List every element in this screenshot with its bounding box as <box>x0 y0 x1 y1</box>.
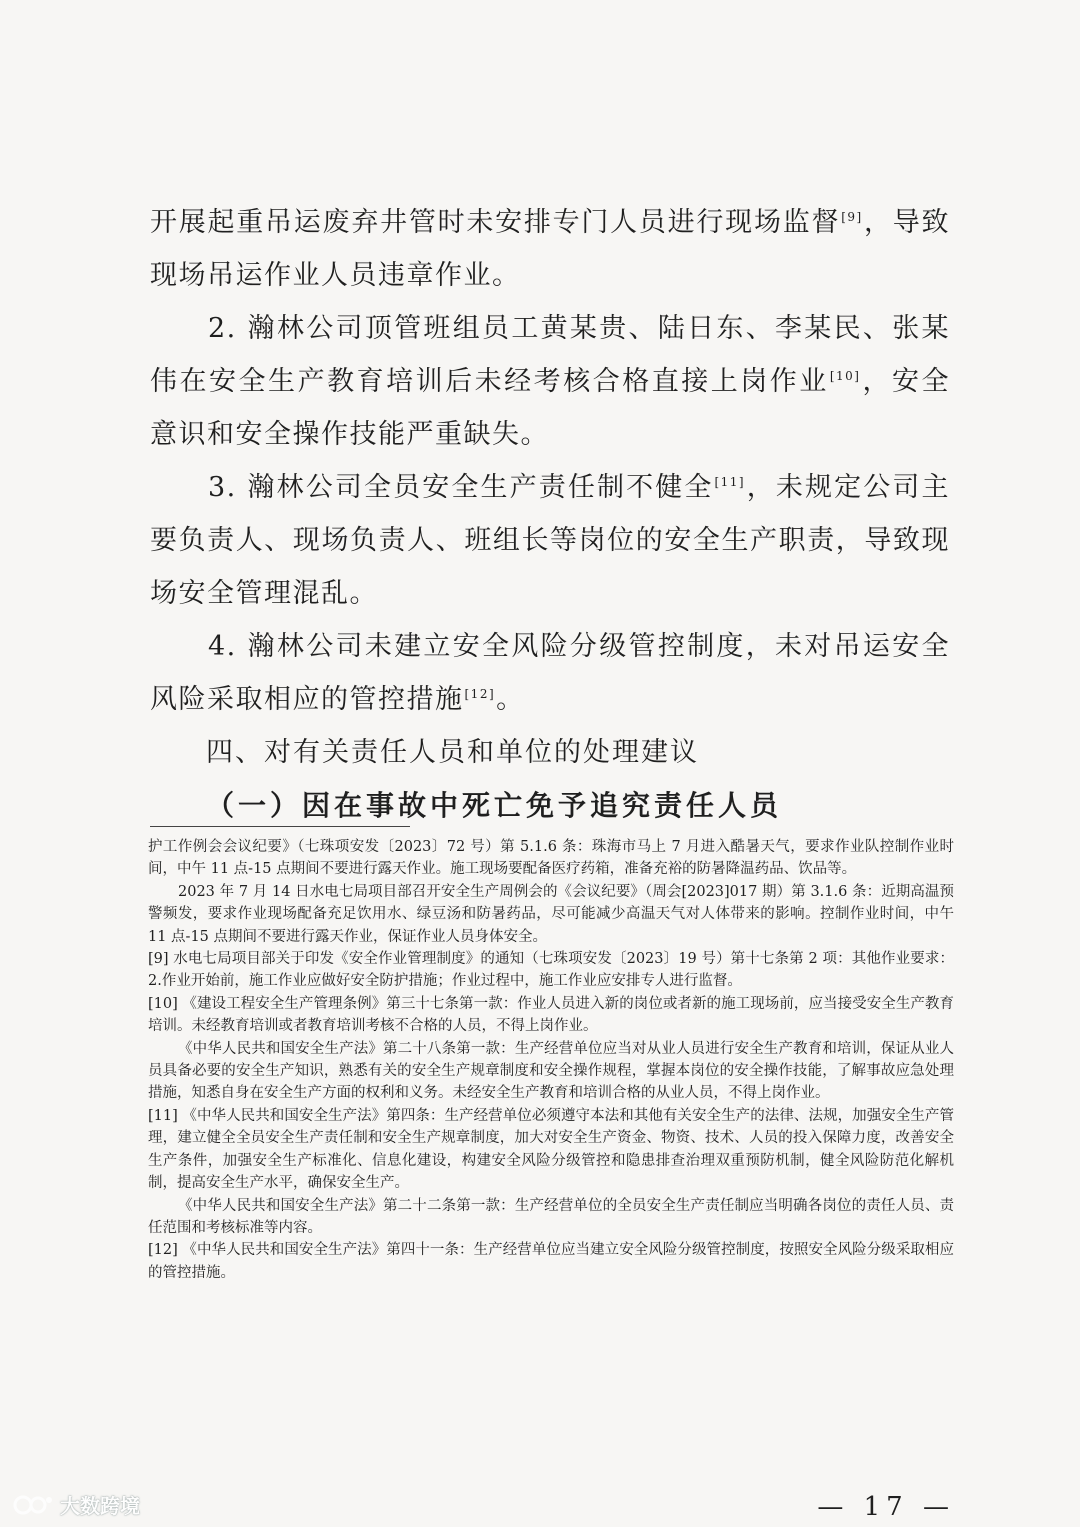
subsection-heading: （一）因在事故中死亡免予追究责任人员 <box>206 789 783 822</box>
footnote-ref-9[interactable]: [9] <box>841 210 863 224</box>
footnote-ref-12[interactable]: [12] <box>464 687 496 701</box>
paragraph-4: 4. 瀚林公司未建立安全风险分级管控制度，未对吊运安全风险采取相应的管控措施[12]。 <box>150 631 950 715</box>
paragraph-3: 3. 瀚林公司全员安全生产责任制不健全[11]，未规定公司主要负责人、现场负责人、班组长等岗位的安全生产职责，导致现场安全管理混乱。 <box>150 472 951 609</box>
footnote-9: [9] 水电七局项目部关于印发《安全作业管理制度》的通知（七珠项安发〔2023〕19 号）第十七条第 2 项：其他作业要求：2.作业开始前，施工作业应做好安全防护措施；作业过程中，施工作业应安排专人进行监督。 <box>148 951 954 990</box>
paragraph-2: 2. 瀚林公司顶管班组员工黄某贵、陆日东、李某民、张某伟在安全生产教育培训后未经考核合格直接上岗作业[10]，安全意识和安全操作技能严重缺失。 <box>150 313 951 450</box>
watermark-text: 大数跨境 <box>60 1494 140 1518</box>
watermark <box>12 1490 140 1519</box>
footnote-11: [11] 《中华人民共和国安全生产法》第四条：生产经营单位必须遵守本法和其他有关安全生产的法律、法规，加强安全生产管理，建立健全全员安全生产责任制和安全生产规章制度，加大对安全生产资金、物资、技术、人员的投入保障力度，改善安全生产条件，加强安全生产标准化、信息化建设，构建安全风险分级管控和隐患排查治理双重预防机制，健全风险防范化解机制，提高安全生产水平，确保安全生产。 <box>148 1107 954 1192</box>
footnote-12: [12] 《中华人民共和国安全生产法》第四十一条：生产经营单位应当建立安全风险分级管控制度，按照安全风险分级采取相应的管控措施。 <box>148 1242 954 1281</box>
section-heading: 四、对有关责任人员和单位的处理建议 <box>206 737 699 768</box>
footnote-item: 《中华人民共和国安全生产法》第二十二条第一款：生产经营单位的全员安全生产责任制应当明确各岗位的责任人员、责任范围和考核标准等内容。 <box>148 1197 954 1236</box>
footnote-10: [10] 《建设工程安全生产管理条例》第三十七条第一款：作业人员进入新的岗位或者新的施工现场前，应当接受安全生产教育培训。未经教育培训或者教育培训考核不合格的人员，不得上岗作业。 <box>148 995 954 1035</box>
footnotes <box>148 836 954 1284</box>
body-text <box>150 196 950 832</box>
watermark-logo-icon <box>12 1492 54 1518</box>
paragraph-1: 开展起重吊运废弃井管时未安排专门人员进行现场监督[9]，导致现场吊运作业人员违章作业。 <box>150 207 951 291</box>
footnote-item: 2023 年 7 月 14 日水电七局项目部召开安全生产周例会的《会议纪要》（周会[2023]017 期）第 3.1.6 条：近期高温预警频发，要求作业现场配备充足饮用水、绿豆汤和防暑药品，尽可能减少高温天气对人体带来的影响。控制作业时间，中午 11 点-15 点期间不要进行露天作业，保证作业人员身体安全。 <box>148 883 954 945</box>
page-number: — 17 — <box>817 1492 955 1522</box>
footnote-continued: 护工作例会会议纪要》（七珠项安发〔2023〕72 号）第 5.1.6 条：珠海市马上 7 月进入酷暑天气，要求作业队控制作业时间，中午 11 点-15 点期间不要进行露天作业。施工现场要配备医疗药箱，准备充裕的防暑降温药品、饮品等。 <box>148 839 954 878</box>
footnote-ref-11[interactable]: [11] <box>714 475 746 489</box>
footnote-divider <box>150 826 410 827</box>
footnote-ref-10[interactable]: [10] <box>829 369 861 383</box>
footnote-item: 《中华人民共和国安全生产法》第二十八条第一款：生产经营单位应当对从业人员进行安全生产教育和培训，保证从业人员具备必要的安全生产知识，熟悉有关的安全生产规章制度和安全操作规程，掌握本岗位的安全操作技能，了解事故应急处理措施，知悉自身在安全生产方面的权利和义务。未经安全生产教育和培训合格的从业人员，不得上岗作业。 <box>148 1040 954 1102</box>
